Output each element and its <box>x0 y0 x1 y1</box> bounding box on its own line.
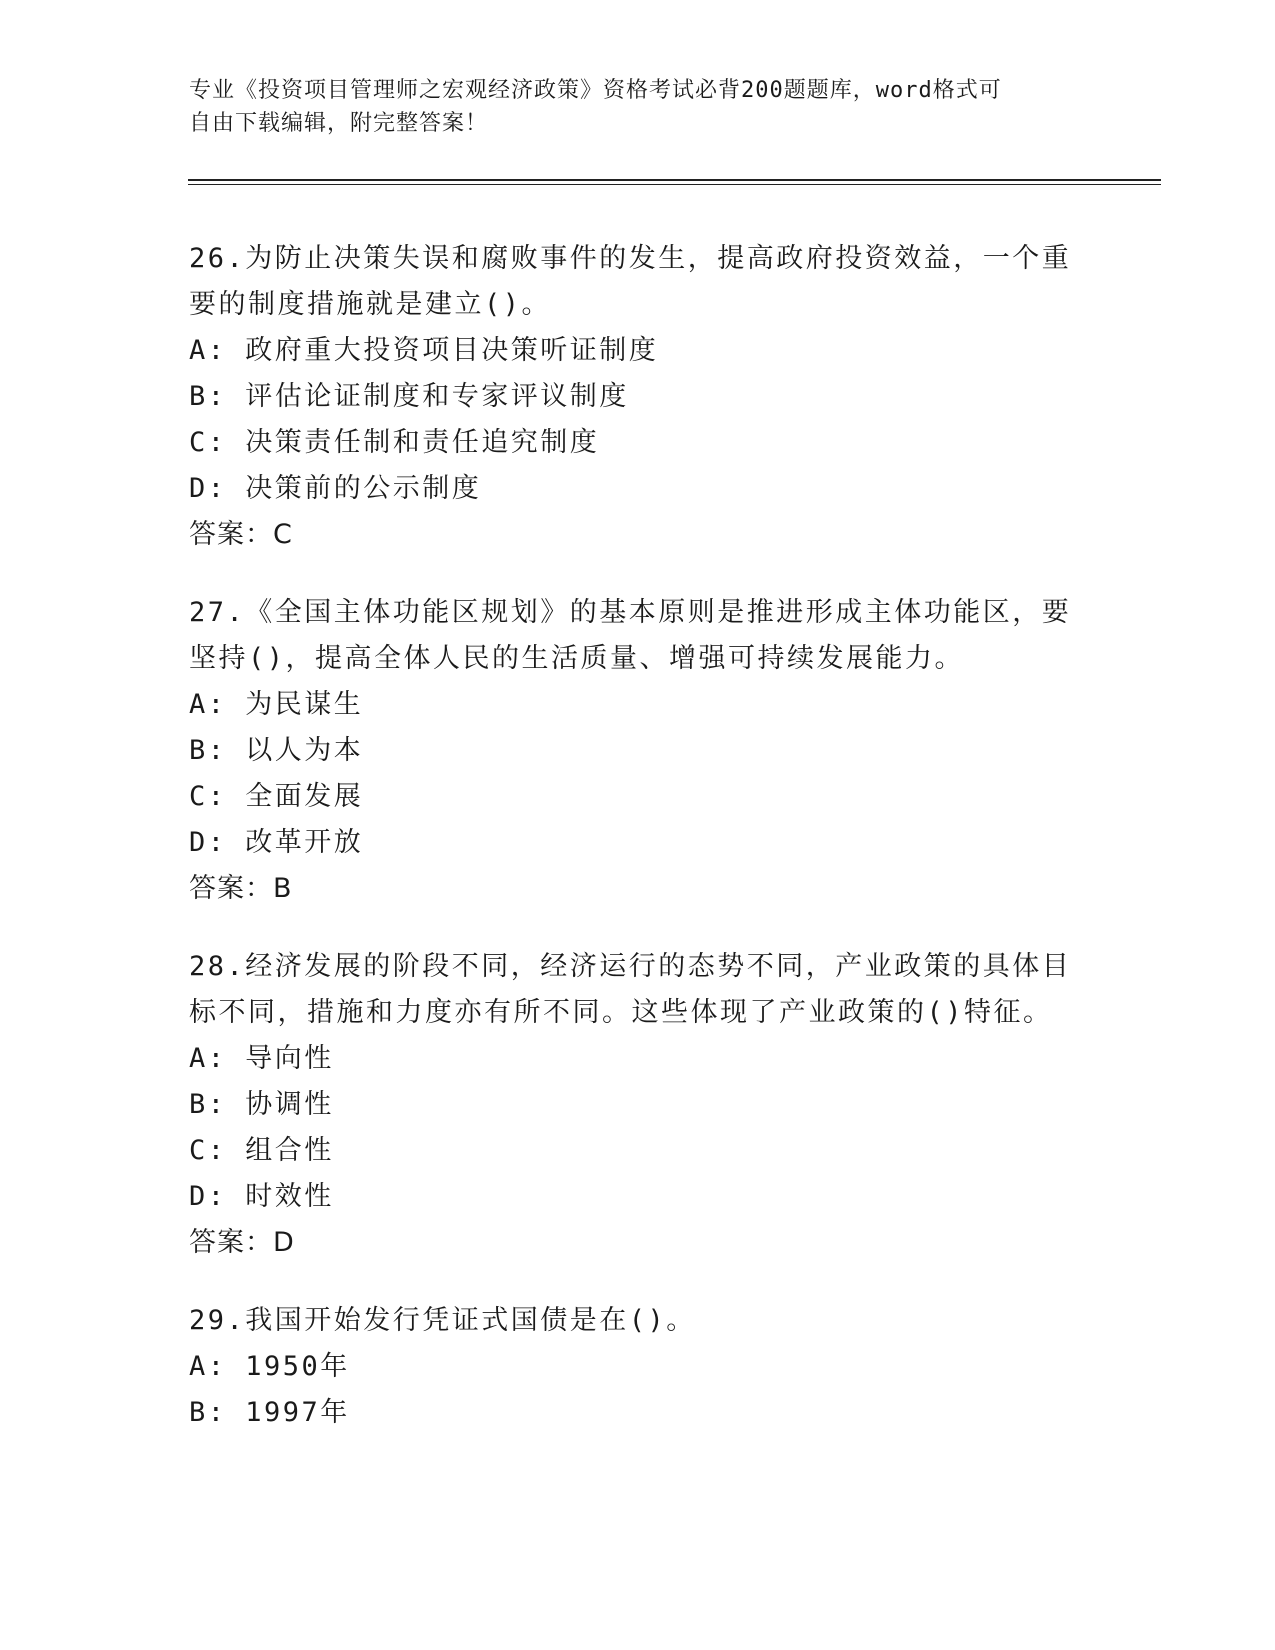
answer-label: 答案：D <box>189 1227 295 1258</box>
option-c: C: 决策责任制和责任追究制度 <box>189 427 600 458</box>
option-c: C: 组合性 <box>189 1135 334 1166</box>
option-d: D: 改革开放 <box>189 827 364 858</box>
option-c: C: 全面发展 <box>189 781 364 812</box>
header-intro-line-1: 专业《投资项目管理师之宏观经济政策》资格考试必背200题题库，word格式可 <box>189 78 1002 103</box>
question-29 <box>189 1298 1089 1436</box>
document-header <box>189 74 1089 140</box>
option-b: B: 协调性 <box>189 1089 334 1120</box>
option-d: D: 时效性 <box>189 1181 334 1212</box>
question-list <box>189 236 1089 1468</box>
option-a: A: 1950年 <box>189 1351 350 1382</box>
answer-label: 答案：C <box>189 519 293 550</box>
question-stem: 27.《全国主体功能区规划》的基本原则是推进形成主体功能区，要坚持()，提高全体人民的生活质量、增强可持续发展能力。 <box>189 597 1072 674</box>
question-26 <box>189 236 1089 558</box>
question-stem: 29.我国开始发行凭证式国债是在()。 <box>189 1305 696 1336</box>
question-stem: 26.为防止决策失误和腐败事件的发生，提高政府投资效益，一个重要的制度措施就是建立()。 <box>189 243 1072 320</box>
option-a: A: 政府重大投资项目决策听证制度 <box>189 335 659 366</box>
option-a: A: 导向性 <box>189 1043 334 1074</box>
header-intro-line-2: 自由下载编辑，附完整答案！ <box>189 111 489 136</box>
header-divider <box>188 179 1161 185</box>
option-b: B: 以人为本 <box>189 735 364 766</box>
question-stem: 28.经济发展的阶段不同，经济运行的态势不同，产业政策的具体目标不同，措施和力度亦有所不同。这些体现了产业政策的()特征。 <box>189 951 1072 1028</box>
option-b: B: 1997年 <box>189 1397 350 1428</box>
answer-label: 答案：B <box>189 873 293 904</box>
option-a: A: 为民谋生 <box>189 689 364 720</box>
option-b: B: 评估论证制度和专家评议制度 <box>189 381 629 412</box>
question-27 <box>189 590 1089 912</box>
option-d: D: 决策前的公示制度 <box>189 473 482 504</box>
question-28 <box>189 944 1089 1266</box>
